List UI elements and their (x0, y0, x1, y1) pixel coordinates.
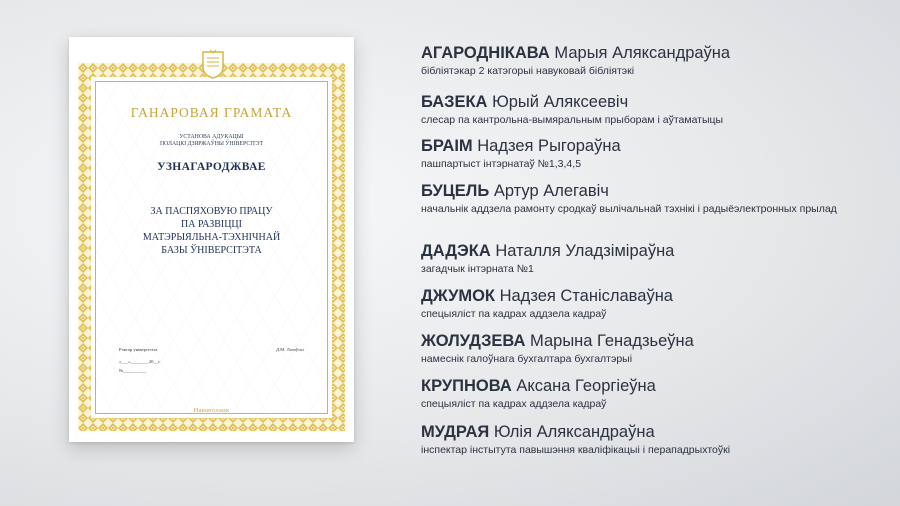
recipient-position: інспектар інстытута павышэння кваліфікацыі і перападрыхтоўкі (421, 444, 731, 456)
award-heading: УЗНАГАРОДЖВАЕ (157, 161, 266, 173)
recipient-given-name: Юлія Аляксандраўна (493, 423, 655, 441)
recipient-name (421, 137, 891, 156)
number-line: №__________ (119, 368, 147, 373)
list-item (421, 182, 891, 217)
recipient-position: начальнік аддзела рамонту сродкаў вылічальнай тэхнікі і радыёэлектронных прылад (421, 203, 837, 215)
recipient-given-name: Марына Генадзьеўна (530, 332, 694, 350)
recipient-surname: ДЖУМОК (421, 287, 495, 305)
recipient-given-name: Марыя Аляксандраўна (554, 44, 731, 62)
recipient-name (421, 93, 891, 112)
list-item (421, 44, 891, 79)
recipient-given-name: Юрый Аляксеевіч (492, 93, 629, 111)
recipient-name (421, 287, 891, 306)
recipient-name (421, 242, 891, 261)
recipient-position: намеснік галоўнага бухгалтара бухгалтэрыі (421, 353, 633, 365)
reason-line-1: ЗА ПАСПЯХОВУЮ ПРАЦУ (150, 206, 273, 217)
university-emblem-icon (201, 49, 225, 79)
recipient-given-name: Наталля Уладзіміраўна (495, 242, 675, 260)
recipient-surname: ЖОЛУДЗЕВА (421, 332, 526, 350)
recipient-surname: КРУПНОВА (421, 377, 512, 395)
reason-line-3: МАТЭРЫЯЛЬНА-ТЭХНІЧНАЙ (142, 232, 281, 243)
date-line: «___»________20__г. (119, 359, 161, 364)
recipient-name (421, 182, 891, 201)
certificate-title: ГАНАРОВАЯ ГРАМАТА (130, 105, 293, 120)
recipient-given-name: Аксана Георгіеўна (516, 377, 656, 395)
recipient-name (421, 44, 891, 63)
honorary-certificate (69, 37, 354, 442)
institution-line-1: УСТАНОВА АДУКАЦЫІ (179, 134, 244, 140)
list-item (421, 423, 891, 458)
recipient-name (421, 377, 891, 396)
reason-line-4: БАЗЫ ЎНІВЕРСІТЭТА (161, 245, 262, 256)
recipient-position: спецыяліст па кадрах аддзела кадраў (421, 308, 607, 320)
recipient-name (421, 423, 891, 442)
signature-role: Рэктар універсітэта (119, 347, 158, 352)
recipient-position: бібліятэкар 2 катэгорыі навуковай бібліятэкі (421, 65, 635, 77)
list-item (421, 332, 891, 367)
list-item (421, 287, 891, 322)
signature-name: Д.М. Лазоўскі (276, 347, 304, 352)
recipient-position: пашпартыст інтэрнатаў №1,3,4,5 (421, 158, 582, 170)
recipient-surname: АГАРОДНІКАВА (421, 44, 550, 62)
recipient-surname: БРАІМ (421, 137, 473, 155)
recipient-given-name: Надзея Рыгораўна (477, 137, 621, 155)
institution-line-2: ПОЛАЦКІ ДЗЯРЖАЎНЫ ЎНІВЕРСІТЭТ (159, 141, 264, 147)
recipient-position: загадчык інтэрната №1 (421, 263, 534, 275)
reason-line-2: ПА РАЗВІЦЦІ (181, 219, 242, 230)
recipient-surname: БУЦЕЛЬ (421, 182, 490, 200)
recipient-surname: БАЗЕКА (421, 93, 488, 111)
recipient-given-name: Надзея Станіславаўна (499, 287, 673, 305)
list-item (421, 93, 891, 128)
recipient-name (421, 332, 891, 351)
recipient-position: слесар па кантрольна-вымяральным прыборам і аўтаматыцы (421, 114, 724, 126)
recipient-surname: МУДРАЯ (421, 423, 490, 441)
recipient-surname: ДАДЭКА (421, 242, 491, 260)
recipient-given-name: Артур Алегавіч (493, 182, 609, 200)
list-item (421, 242, 891, 277)
recipient-position: спецыяліст па кадрах аддзела кадраў (421, 398, 607, 410)
list-item (421, 137, 891, 172)
certificate-footer-city: Наваполацк (193, 407, 230, 414)
list-item (421, 377, 891, 412)
